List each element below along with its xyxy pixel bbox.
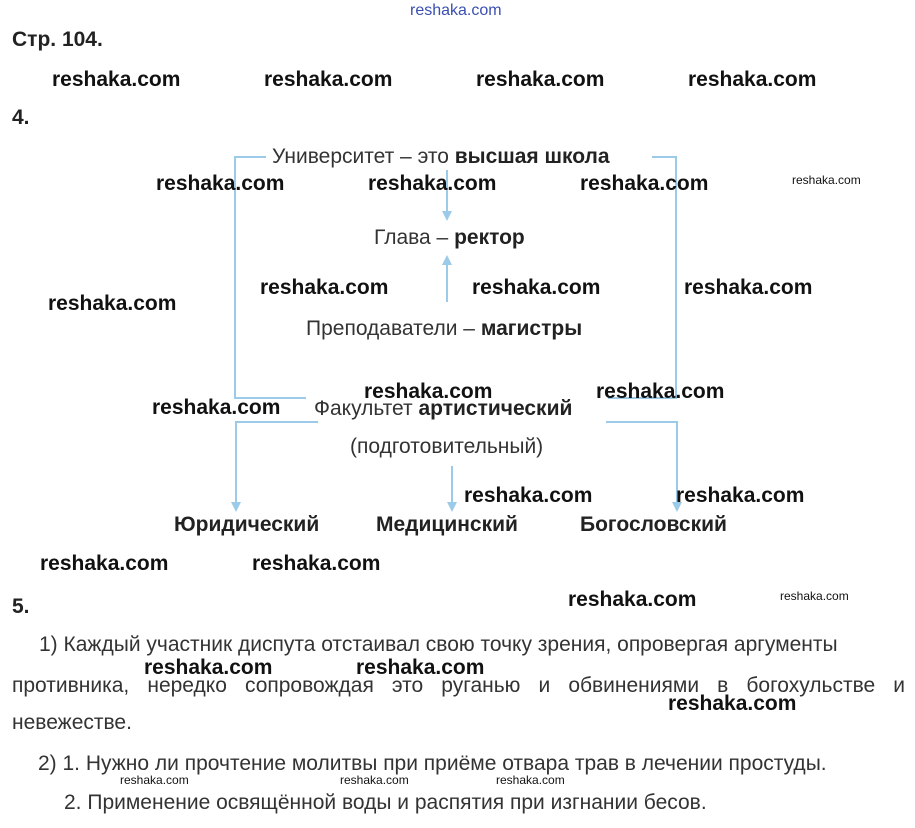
answer1-line1: 1) Каждый участник диспута отстаивал свою точку зрения, опровергая аргументы bbox=[39, 633, 838, 656]
node-head-prefix: Глава – bbox=[374, 226, 455, 249]
node-university-prefix: Университет – это bbox=[272, 145, 455, 168]
watermark: reshaka.com bbox=[596, 380, 725, 403]
watermark: reshaka.com bbox=[580, 172, 709, 195]
answer2-line1: 2) 1. Нужно ли прочтение молитвы при приёме отвара трав в лечении простуды. bbox=[38, 752, 827, 775]
arrow-faculty-to-theology bbox=[606, 422, 677, 507]
watermark: reshaka.com bbox=[356, 656, 485, 679]
watermark-small: reshaka.com bbox=[120, 773, 189, 787]
branch-law: Юридический bbox=[174, 513, 320, 536]
watermark: reshaka.com bbox=[676, 484, 805, 507]
watermark: reshaka.com bbox=[472, 276, 601, 299]
branch-theology: Богословский bbox=[580, 513, 727, 536]
answer1-line2: противника, нередко сопровождая это руганью и обвинениями в богохульстве и bbox=[12, 674, 905, 697]
node-teachers-bold: магистры bbox=[480, 317, 583, 340]
watermark: reshaka.com bbox=[152, 396, 281, 419]
node-faculty-note: (подготовительный) bbox=[350, 435, 544, 458]
arrow-faculty-to-law bbox=[236, 422, 318, 507]
watermark-small: reshaka.com bbox=[780, 589, 849, 603]
answer1-line3: невежестве. bbox=[12, 711, 132, 734]
node-head bbox=[374, 226, 525, 250]
watermark: reshaka.com bbox=[260, 276, 389, 299]
task4-number: 4. bbox=[12, 106, 30, 129]
watermark: reshaka.com bbox=[144, 656, 273, 679]
node-faculty-bold: артистический bbox=[418, 397, 573, 420]
answer2-line2: 2. Применение освящённой воды и распятия при изгнании бесов. bbox=[64, 791, 707, 814]
node-teachers-prefix: Преподаватели – bbox=[306, 317, 481, 340]
watermark: reshaka.com bbox=[252, 552, 381, 575]
watermark-small: reshaka.com bbox=[792, 173, 861, 187]
site-link[interactable]: reshaka.com bbox=[410, 2, 502, 19]
watermark: reshaka.com bbox=[40, 552, 169, 575]
watermark: reshaka.com bbox=[48, 292, 177, 315]
page-heading: Стр. 104. bbox=[12, 28, 103, 51]
watermark: reshaka.com bbox=[464, 484, 593, 507]
watermark: reshaka.com bbox=[368, 172, 497, 195]
node-faculty-prefix: Факультет bbox=[314, 397, 419, 420]
node-university-bold: высшая школа bbox=[454, 145, 610, 168]
task5-number: 5. bbox=[12, 595, 30, 618]
watermark: reshaka.com bbox=[688, 68, 817, 91]
watermark: reshaka.com bbox=[264, 68, 393, 91]
watermark-small: reshaka.com bbox=[496, 773, 565, 787]
watermark-small: reshaka.com bbox=[340, 773, 409, 787]
watermark: reshaka.com bbox=[668, 692, 797, 715]
watermark: reshaka.com bbox=[52, 68, 181, 91]
watermark: reshaka.com bbox=[684, 276, 813, 299]
watermark: reshaka.com bbox=[476, 68, 605, 91]
watermark: reshaka.com bbox=[364, 380, 493, 403]
watermark: reshaka.com bbox=[568, 588, 697, 611]
node-head-bold: ректор bbox=[454, 226, 525, 249]
node-university bbox=[272, 145, 610, 169]
watermark: reshaka.com bbox=[156, 172, 285, 195]
branch-medicine: Медицинский bbox=[376, 513, 518, 536]
node-teachers bbox=[306, 317, 582, 341]
